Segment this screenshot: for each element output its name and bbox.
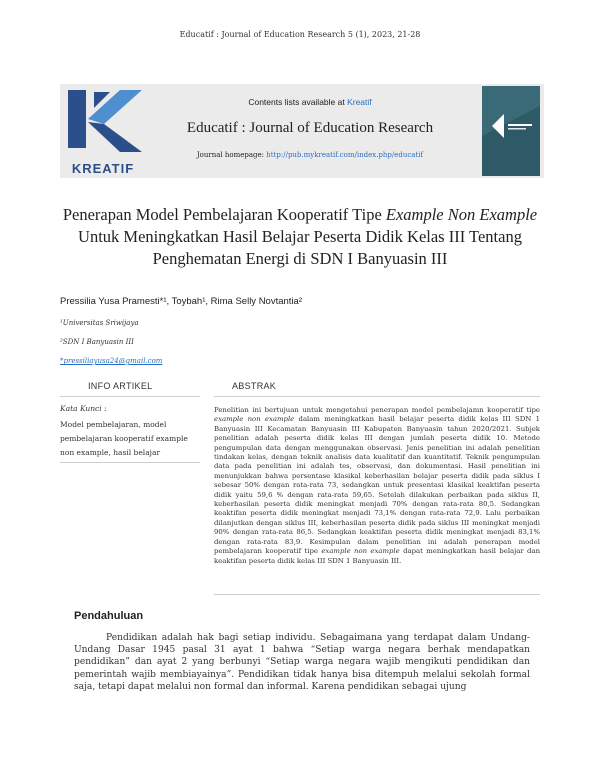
keywords-box <box>60 404 190 460</box>
homepage-label: Journal homepage: <box>196 151 267 159</box>
info-heading: INFO ARTIKEL <box>88 381 153 391</box>
intro-paragraph: Pendidikan adalah hak bagi setiap individu. Sebagaimana yang terdapat dalam Undang-Undang Dasar 1945 pasal 31 ayat 1 bahwa “Setiap warga negara berhak mendapatkan pendidikan” dan ayat 2 yang berbunyi “Setiap warga negara wajib mengikuti pendidikan dan pemerintah wajib membiayainya”. Pendidikan tidak hanya bisa ditempuh melalui sekolah formal saja, tetapi dapat melalui non formal dan informal. Karena pendidikan sebagai ujung <box>74 633 530 692</box>
abstract-part-b: dalam meningkatkan hasil belajar peserta didik kelas III SDN 1 Banyuasin III Kecamatan Banyuasin III Kabupaten Banyuasin tahun 2020/2021. Subjek penelitian adalah peserta didik kelas III dengan jumlah peserta didik 10. Metode pengumpulan data dengan menggunakan observasi. Jenis penelitian ini adalah penelitian tindakan kelas, dengan teknik analisis data kualitatif dan kuantitatif. Teknik pengumpulan data pada penelitian ini adalah tes, observasi, dan dokumentasi. Hasil penelitian ini menunjukkan bahwa persentase klasikal keberhasilan belajar peserta didik pada siklus I sebesar 50% dengan rata-rata 73, sedangkan untuk presentasi klasikal keaktifan peserta didik yaitu 59,6 % dengan rata-rata 59,65. Setelah dilakukan perbaikan pada siklus II, keberhasilan peserta didik meningkat menjadi 70% dengan rata-rata 80,5. Sedangkan keaktifan peserta didik meningkat menjadi 73,1% dengan rata-rata 72,9. Lalu perbaikan dilanjutkan dengan siklus III, keberhasilan peserta didik pada siklus III meningkat menjadi 90% dengan rata-rata 86,5. Sedangkan keaktifan peserta didik meningkat menjadi 83,1% dengan rata-rata 83,9. Kesimpulan dalam penelitian ini adalah penerapan model pembelajaran kooperatif tipe <box>214 415 540 556</box>
affiliation-1: ¹Universitas Sriwijaya <box>60 319 139 327</box>
running-head: Educatif : Journal of Education Research 5 (1), 2023, 21-28 <box>179 30 421 39</box>
author-list: Pressilia Yusa Pramesti*¹, Toybah¹, Rima Selly Novtantia² <box>60 296 302 307</box>
contents-prefix: Contents lists available at <box>248 97 348 107</box>
abstract-part-d: dapat meningkatkan hasil belajar dan keaktifan peserta didik kelas III SDN 1 Banyuasin III. <box>214 547 541 565</box>
affiliation-2: ²SDN I Banyuasin III <box>60 338 134 346</box>
journal-title: Educatif : Journal of Education Research <box>186 120 434 136</box>
abstract-text <box>214 406 540 566</box>
info-divider <box>60 396 200 397</box>
paper-title <box>60 204 540 270</box>
journal-banner <box>60 84 544 178</box>
corresponding-email[interactable]: *pressiliayusa24@gmail.com <box>60 357 163 365</box>
contents-line <box>160 97 460 107</box>
intro-heading: Pendahuluan <box>74 610 144 622</box>
abstract-heading: ABSTRAK <box>232 381 277 391</box>
keywords-label: Kata Kunci : <box>60 404 107 413</box>
abstract-bottom-divider <box>214 594 540 595</box>
keywords-divider <box>60 462 200 463</box>
journal-cover-image <box>482 86 540 176</box>
keywords-text: Model pembelajaran, model pembelajaran kooperatif example non example, hasil belajar <box>60 420 188 457</box>
title-part-1: Penerapan Model Pembelajaran Kooperatif Tipe <box>62 205 386 224</box>
abstract-italic-1: example non example <box>214 415 295 424</box>
abstract-italic-2: example non example <box>321 547 400 556</box>
abstract-divider <box>214 396 540 397</box>
abstract-part-a: Penelitian ini bertujuan untuk mengetahui penerapan model pembelajamn kooperatif tipe <box>214 406 540 414</box>
publisher-link[interactable]: Kreatif <box>347 97 372 107</box>
title-part-2: Untuk Meningkatkan Hasil Belajar Peserta Didik Kelas III Tentang Penghematan Energi di SDN I Banyuasin III <box>78 227 522 268</box>
cover-graphic-icon <box>482 86 540 176</box>
logo-text: KREATIF <box>71 161 135 176</box>
title-italic: Example Non Example <box>385 205 538 224</box>
homepage-link[interactable]: http://pub.mykreatif.com/index.php/educatif <box>266 151 424 159</box>
journal-homepage <box>160 151 460 159</box>
